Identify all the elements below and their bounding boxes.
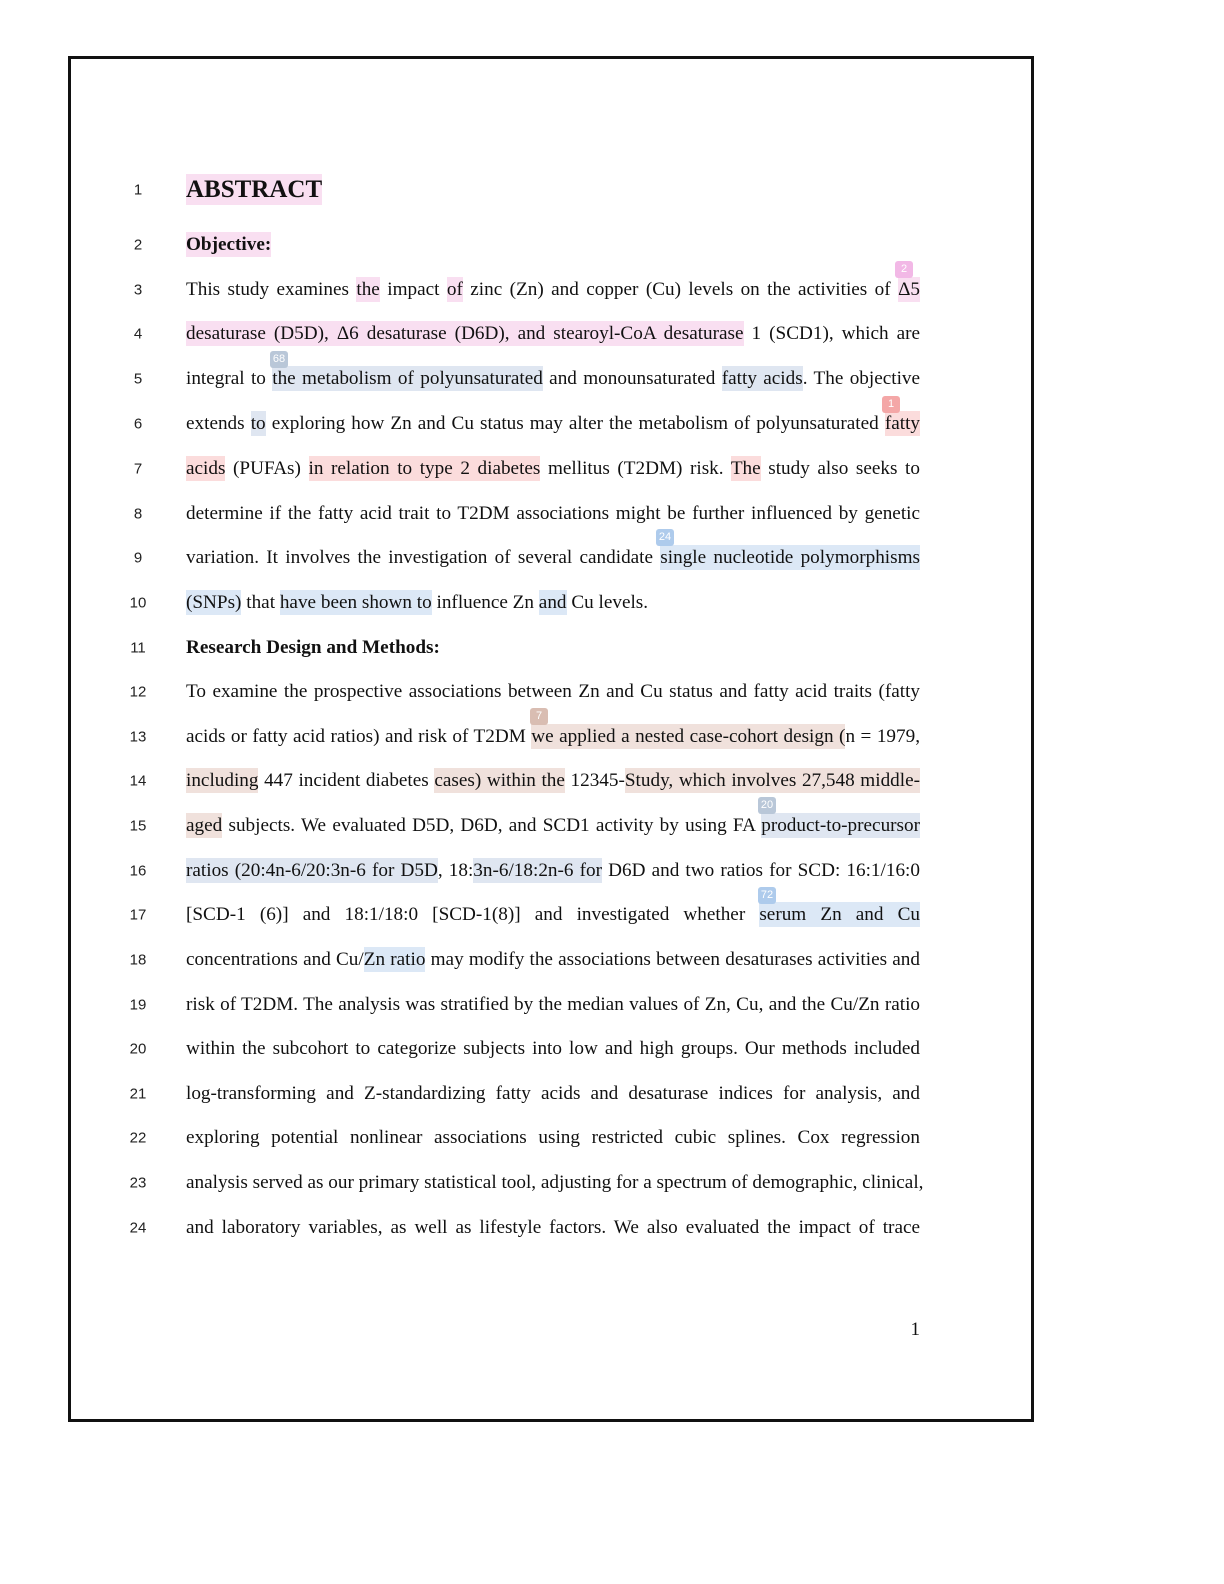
line-number: 8 bbox=[133, 505, 143, 523]
manuscript-line bbox=[0, 314, 1224, 354]
line-text bbox=[186, 768, 920, 794]
line-number: 16 bbox=[129, 862, 147, 880]
text-run: impact bbox=[379, 279, 447, 300]
text-run: variation. It involves the investigation of several candidate bbox=[186, 547, 661, 568]
line-text bbox=[186, 321, 920, 347]
line-text bbox=[186, 545, 920, 571]
manuscript-line bbox=[0, 851, 1224, 891]
annotation-highlight[interactable]: the metabolism of polyunsaturated bbox=[272, 368, 543, 389]
line-number: 24 bbox=[129, 1219, 147, 1237]
text-run: extends bbox=[186, 413, 251, 434]
line-number: 20 bbox=[129, 1040, 147, 1058]
manuscript-line bbox=[0, 985, 1224, 1025]
annotation-badge[interactable]: 1 bbox=[882, 396, 900, 413]
line-text bbox=[186, 456, 920, 482]
manuscript-line bbox=[0, 1163, 1224, 1203]
line-text bbox=[186, 1125, 920, 1151]
line-number: 6 bbox=[133, 415, 143, 433]
objective-heading bbox=[186, 232, 920, 258]
manuscript-line bbox=[0, 538, 1224, 578]
text-run: zinc (Zn) and copper (Cu) levels on the activities of bbox=[462, 279, 899, 300]
line-number: 14 bbox=[129, 772, 147, 790]
text-run: (PUFAs) bbox=[225, 458, 309, 479]
line-text bbox=[186, 1170, 924, 1196]
text-run: 447 incident diabetes bbox=[258, 770, 435, 791]
text-run: concentrations and Cu/ bbox=[186, 949, 364, 970]
line-number: 15 bbox=[129, 817, 147, 835]
line-number: 1 bbox=[133, 181, 143, 199]
line-text bbox=[186, 411, 920, 437]
text-run: and monounsaturated bbox=[542, 368, 722, 389]
text-run: Cu levels. bbox=[566, 592, 649, 613]
line-number: 9 bbox=[133, 549, 143, 567]
text-run: , 18: bbox=[437, 860, 474, 881]
text-run: analysis served as our primary statistical tool, adjusting for a spectrum of demographic, clinical, bbox=[186, 1172, 924, 1193]
annotation-highlight[interactable]: in relation to type 2 diabetes bbox=[308, 458, 541, 479]
line-text bbox=[186, 366, 920, 392]
annotation-highlight[interactable]: fatty acids bbox=[721, 368, 803, 389]
manuscript-line bbox=[0, 449, 1224, 489]
text-run: may modify the associations between desaturases activities and bbox=[425, 949, 920, 970]
line-number: 18 bbox=[129, 951, 147, 969]
line-text bbox=[186, 992, 920, 1018]
text-run: study also seeks to bbox=[760, 458, 920, 479]
annotation-highlight[interactable]: The bbox=[730, 458, 761, 479]
text-run: determine if the fatty acid trait to T2DM associations might be further influenced by genetic bbox=[186, 503, 920, 524]
annotation-highlight[interactable]: product-to-precursor bbox=[761, 815, 920, 836]
manuscript-line bbox=[0, 359, 1224, 399]
annotation-highlight[interactable]: have been shown to bbox=[279, 592, 432, 613]
line-text bbox=[186, 501, 920, 527]
manuscript-line bbox=[0, 628, 1224, 668]
abstract-heading bbox=[186, 177, 920, 203]
text-run: acids or fatty acid ratios) and risk of T2DM bbox=[186, 726, 532, 747]
manuscript-line bbox=[0, 761, 1224, 801]
text-run: integral to bbox=[186, 368, 273, 389]
line-text bbox=[186, 590, 920, 616]
page-number: 1 bbox=[910, 1319, 920, 1340]
text-run: exploring how Zn and Cu status may alter the metabolism of polyunsaturated bbox=[265, 413, 885, 434]
line-number: 22 bbox=[129, 1129, 147, 1147]
annotation-highlight[interactable]: Study, which involves 27,548 middle- bbox=[624, 770, 920, 791]
line-number: 10 bbox=[129, 594, 147, 612]
text-run: D6D and two ratios for SCD: 16:1/16:0 bbox=[602, 860, 920, 881]
line-text bbox=[186, 724, 920, 750]
line-number: 11 bbox=[130, 639, 146, 657]
text-run: risk of T2DM. The analysis was stratified by the median values of Zn, Cu, and the Cu/Zn ratio bbox=[186, 994, 920, 1015]
text-run: 12345- bbox=[564, 770, 625, 791]
annotation-highlight[interactable]: of bbox=[446, 279, 463, 300]
annotation-highlight[interactable]: to bbox=[250, 413, 266, 434]
manuscript-line bbox=[0, 494, 1224, 534]
manuscript-line bbox=[0, 1029, 1224, 1069]
manuscript-line bbox=[0, 1118, 1224, 1158]
annotation-highlight[interactable]: acids bbox=[186, 458, 226, 479]
line-text bbox=[186, 1036, 920, 1062]
research-design-heading: Research Design and Methods: bbox=[186, 637, 440, 658]
text-run: that bbox=[241, 592, 280, 613]
annotation-highlight[interactable]: ABSTRACT bbox=[186, 176, 323, 203]
text-run: log-transforming and Z-standardizing fatty acids and desaturase indices for analysis, and bbox=[186, 1083, 920, 1104]
text-run: To examine the prospective associations between Zn and Cu status and fatty acid traits (fatty bbox=[186, 681, 920, 702]
annotation-badge[interactable]: 7 bbox=[530, 708, 548, 725]
manuscript-line bbox=[0, 583, 1224, 623]
line-number: 21 bbox=[129, 1085, 147, 1103]
line-number: 13 bbox=[129, 728, 147, 746]
annotation-badge[interactable]: 72 bbox=[758, 887, 776, 904]
manuscript-line bbox=[0, 170, 1224, 210]
line-number: 23 bbox=[129, 1174, 147, 1192]
annotation-highlight[interactable]: and bbox=[538, 592, 567, 613]
annotation-highlight[interactable]: serum Zn and Cu bbox=[759, 904, 920, 925]
text-run: influence Zn bbox=[431, 592, 539, 613]
line-number: 7 bbox=[133, 460, 143, 478]
annotation-badge[interactable]: 68 bbox=[270, 351, 288, 368]
line-text bbox=[186, 1081, 920, 1107]
manuscript-line bbox=[0, 895, 1224, 935]
line-number: 3 bbox=[133, 281, 143, 299]
annotation-highlight[interactable]: Objective: bbox=[186, 234, 272, 255]
manuscript-line bbox=[0, 806, 1224, 846]
line-number: 17 bbox=[129, 906, 147, 924]
text-run: 1 (SCD1), which are bbox=[743, 323, 920, 344]
line-text bbox=[186, 1215, 920, 1241]
text-run: mellitus (T2DM) risk. bbox=[540, 458, 731, 479]
manuscript-line bbox=[0, 1208, 1224, 1248]
manuscript-line bbox=[0, 672, 1224, 712]
text-run: n = 1979, bbox=[845, 726, 920, 747]
annotation-highlight[interactable]: 3n-6/18:2n-6 for bbox=[473, 860, 602, 881]
annotation-highlight[interactable]: Zn ratio bbox=[363, 949, 426, 970]
text-run: [SCD-1 (6)] and 18:1/18:0 [SCD-1(8)] and investigated whether bbox=[186, 904, 760, 925]
line-number: 4 bbox=[133, 325, 143, 343]
text-run: within the subcohort to categorize subjects into low and high groups. Our methods included bbox=[186, 1038, 920, 1059]
annotation-highlight[interactable]: fatty bbox=[884, 413, 920, 434]
text-run: This study examines bbox=[186, 279, 357, 300]
annotation-badge[interactable]: 2 bbox=[895, 261, 913, 278]
manuscript-line bbox=[0, 940, 1224, 980]
line-text bbox=[186, 277, 920, 303]
manuscript-line bbox=[0, 225, 1224, 265]
manuscript-line bbox=[0, 270, 1224, 310]
annotation-highlight[interactable]: cases) within the bbox=[434, 770, 565, 791]
line-text bbox=[186, 813, 920, 839]
line-text bbox=[186, 947, 920, 973]
annotation-badge[interactable]: 20 bbox=[758, 797, 776, 814]
text-run: . The objective bbox=[802, 368, 921, 389]
text-run: and laboratory variables, as well as lifestyle factors. We also evaluated the impact of trace bbox=[186, 1217, 920, 1238]
annotation-highlight[interactable]: aged bbox=[186, 815, 223, 836]
line-number: 5 bbox=[133, 370, 143, 388]
manuscript-line bbox=[0, 717, 1224, 757]
annotation-highlight[interactable]: ratios (20:4n-6/20:3n-6 for D5D bbox=[186, 860, 438, 881]
annotation-highlight[interactable]: Δ5 bbox=[898, 279, 920, 300]
line-text bbox=[186, 858, 920, 884]
annotation-highlight[interactable]: desaturase (D5D), Δ6 desaturase (D6D), and stearoyl-CoA desaturase bbox=[186, 323, 744, 344]
annotation-badge[interactable]: 24 bbox=[656, 529, 674, 546]
annotation-highlight[interactable]: including bbox=[186, 770, 259, 791]
annotation-highlight[interactable]: (SNPs) bbox=[186, 592, 242, 613]
line-text bbox=[186, 902, 920, 928]
line-number: 2 bbox=[133, 236, 143, 254]
line-number: 19 bbox=[129, 996, 147, 1014]
text-run: subjects. We evaluated D5D, D6D, and SCD1 activity by using FA bbox=[222, 815, 762, 836]
annotation-highlight[interactable]: we applied a nested case-cohort design ( bbox=[531, 726, 846, 747]
line-text bbox=[186, 679, 920, 705]
annotation-highlight[interactable]: the bbox=[356, 279, 380, 300]
annotation-highlight[interactable]: single nucleotide polymorphisms bbox=[660, 547, 920, 568]
text-run: exploring potential nonlinear associations using restricted cubic splines. Cox regression bbox=[186, 1127, 920, 1148]
manuscript-line bbox=[0, 1074, 1224, 1114]
manuscript-line bbox=[0, 404, 1224, 444]
line-number: 12 bbox=[129, 683, 147, 701]
